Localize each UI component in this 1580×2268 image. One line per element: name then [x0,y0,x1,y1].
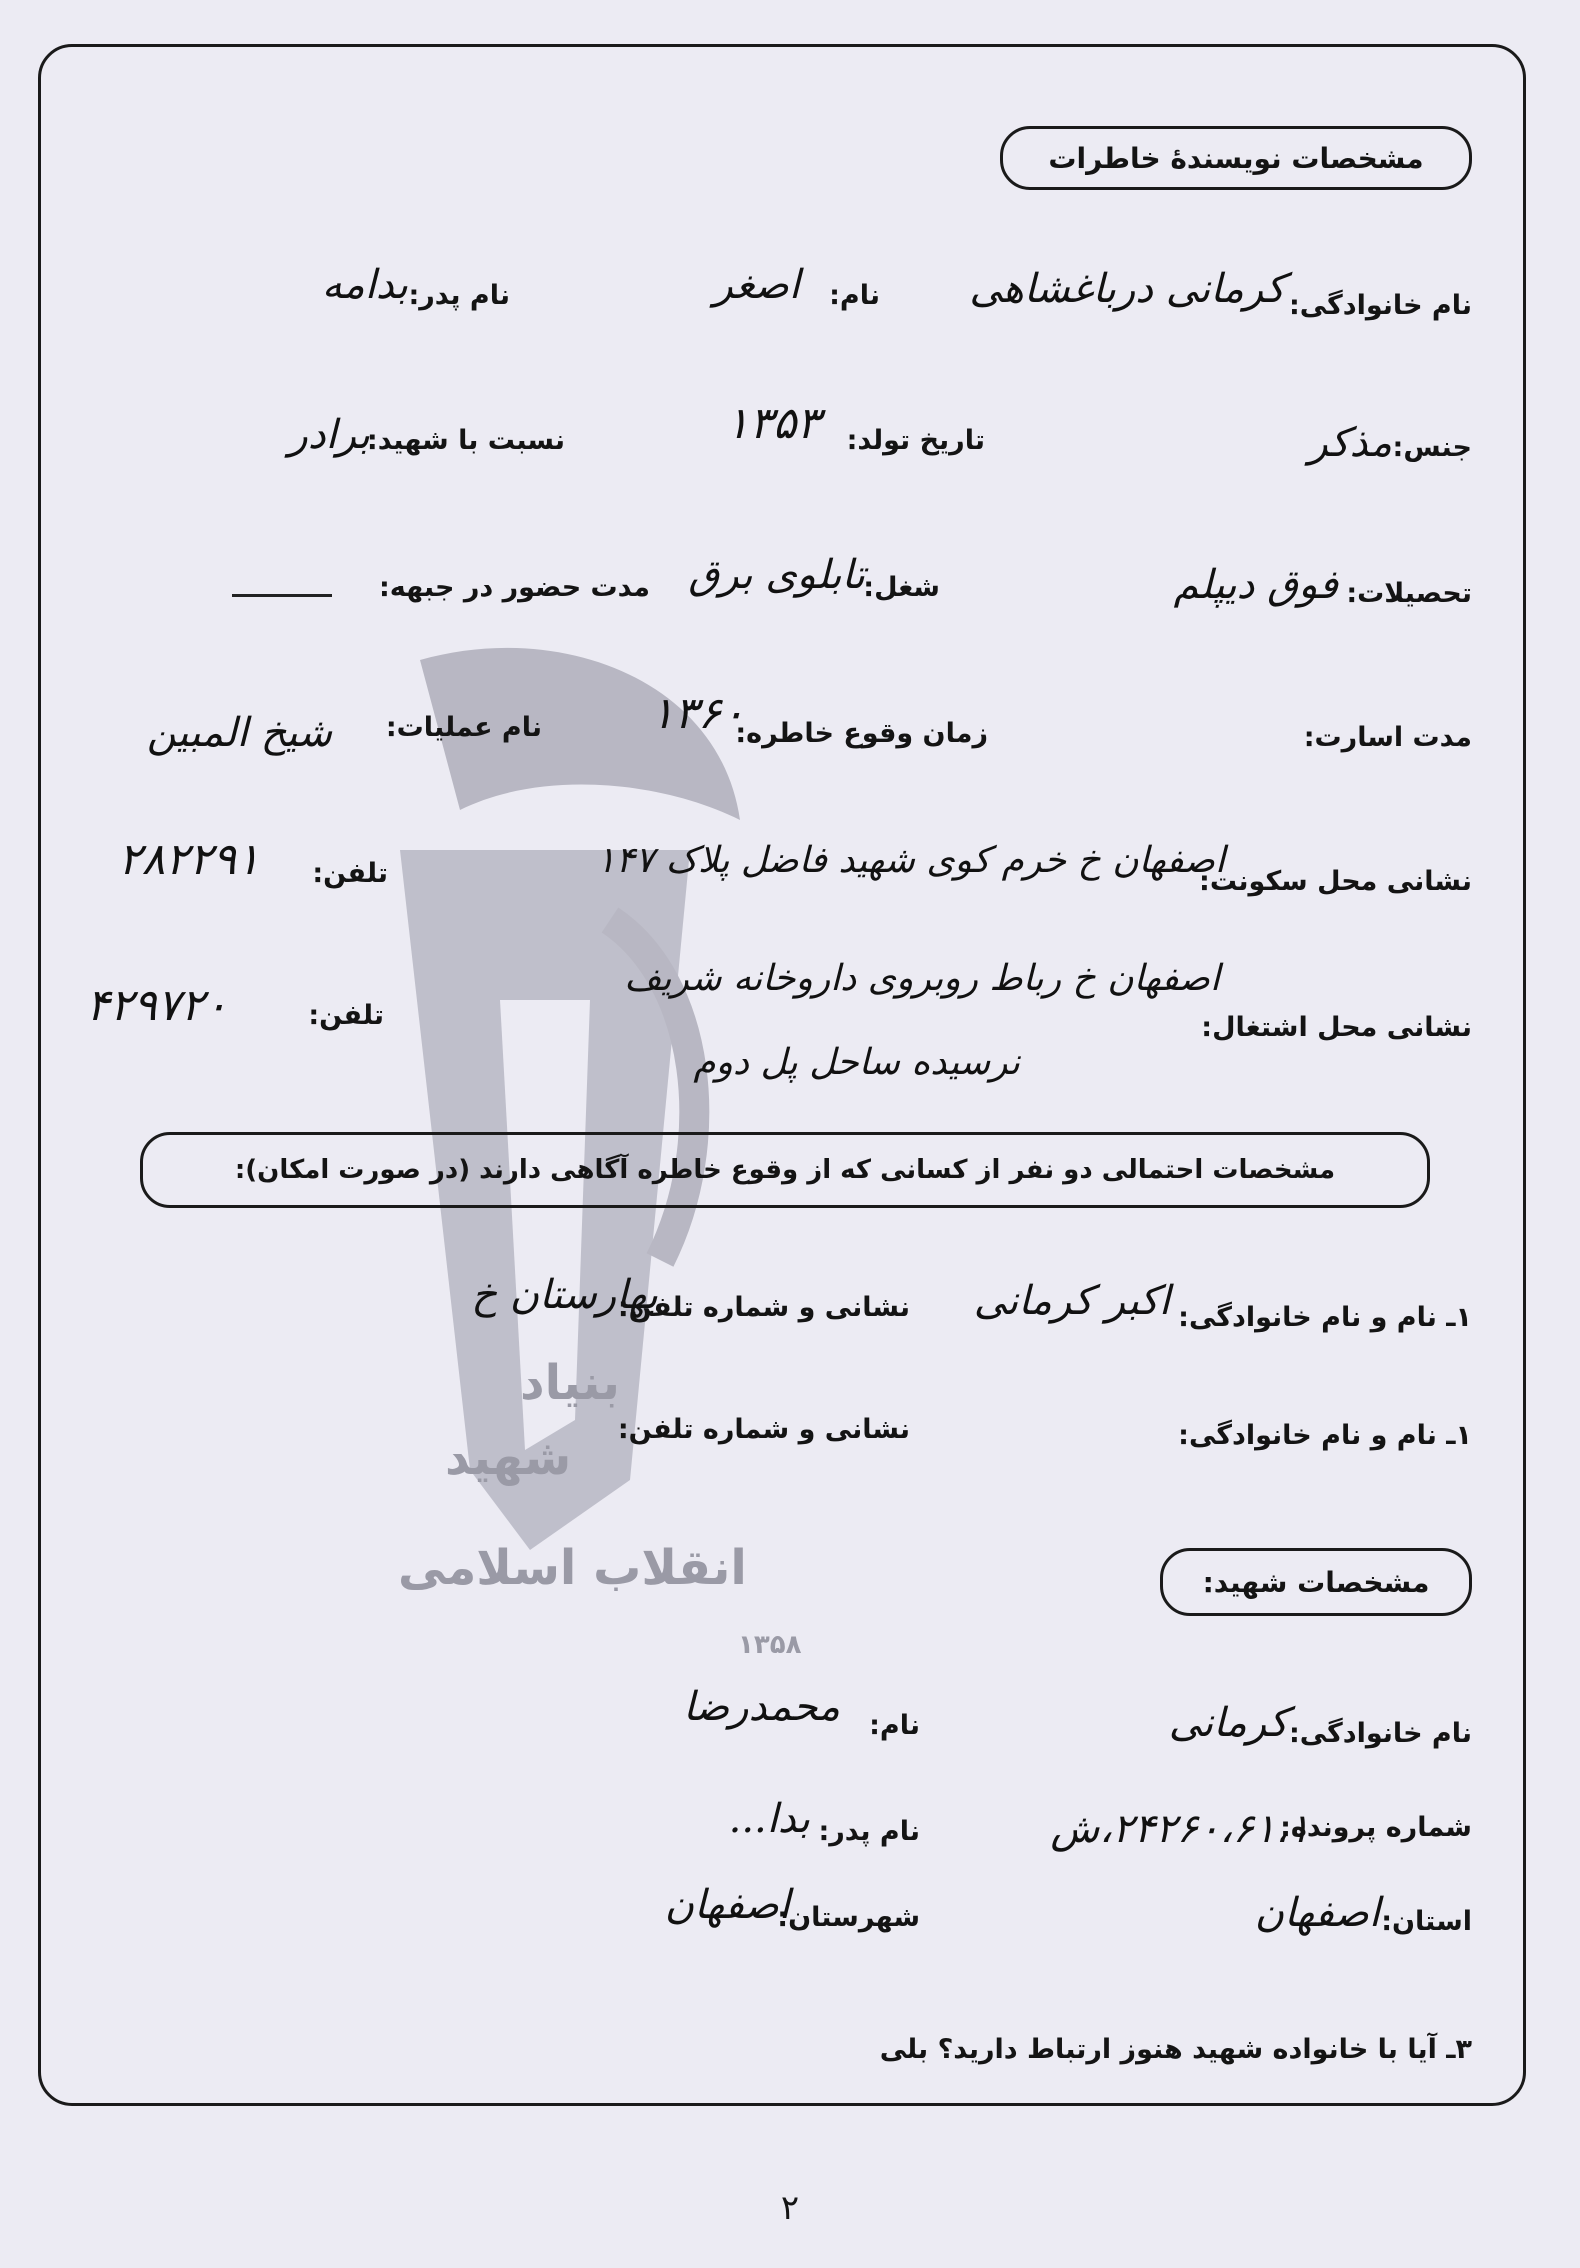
education-label: تحصیلات: [1346,578,1472,609]
witness-1-name-label: ۱ـ نام و نام خانوادگی: [1178,1302,1472,1333]
job-label: شغل: [863,572,940,603]
author-father-name-label: نام پدر: [408,280,510,311]
province-label: استان: [1381,1906,1472,1937]
witness-2-name-label: ۱ـ نام و نام خانوادگی: [1178,1420,1472,1451]
front-duration-label: مدت حضور در جبهه: [378,572,650,603]
file-number-value: ۲۴۲۶۰،۶۱،۱،ش [1050,1806,1310,1852]
witness-1-address-value: بهارستان خ [471,1272,658,1318]
operation-value: شیخ المبین [146,710,332,756]
watermark-line-3: انقلاب اسلامی [398,1540,747,1596]
author-name-label: نام: [829,280,880,311]
witness-2-address-label: نشانی و شماره تلفن: [617,1414,910,1445]
contact-question: ۳ـ آیا با خانواده شهید هنوز ارتباط دارید؟ بلی [879,2034,1472,2065]
home-address-value: اصفهان خ خرم کوی شهید فاضل پلاک ۱۴۷ [596,840,1225,881]
watermark-line-1: بنیاد [520,1355,620,1411]
birth-date-value: ۱۳۵۳ [725,398,820,449]
operation-label: نام عملیات: [385,712,542,743]
gender-label: جنس: [1392,432,1472,463]
martyr-family-name-value: کرمانی [1168,1700,1288,1746]
birth-date-label: تاریخ تولد: [846,425,985,456]
witness-1-address-label: نشانی و شماره تلفن: [617,1292,910,1323]
author-name-value: اصغر [713,262,800,308]
martyr-section-title: مشخصات شهید: [1160,1548,1472,1616]
home-phone-value: ۲۸۲۲۹۱ [118,834,260,885]
author-family-name-label: نام خانوادگی: [1288,290,1472,321]
witness-1-name-value: اکبر کرمانی [973,1278,1170,1324]
city-value: اصفهان [664,1882,790,1928]
author-section-title: مشخصات نویسندهٔ خاطرات [1000,126,1472,190]
file-number-label: شماره پرونده: [1280,1812,1472,1843]
province-value: اصفهان [1254,1890,1380,1936]
martyr-name-label: نام: [869,1710,920,1741]
home-address-label: نشانی محل سکونت: [1199,866,1472,897]
martyr-name-value: محمدرضا [683,1684,840,1730]
job-value: تابلوی برق [688,552,865,598]
work-phone-value: ۴۲۹۷۲۰ [86,980,228,1031]
martyr-father-name-label: نام پدر: [818,1816,920,1847]
watermark-line-2: شهید [445,1430,572,1486]
work-address-value-line-2: نرسیده ساحل پل دوم [693,1042,1020,1083]
work-address-label: نشانی محل اشتغال: [1201,1012,1472,1043]
captivity-label: مدت اسارت: [1303,722,1472,753]
watermark-year: ۱۳۵۸ [738,1630,802,1660]
author-father-name-value: بدامه [321,262,408,308]
front-duration-blank [232,594,332,597]
memory-time-label: زمان وقوع خاطره: [735,718,988,749]
home-phone-label: تلفن: [312,858,388,889]
gender-value: مذکر [1308,420,1392,466]
witnesses-section-title: مشخصات احتمالی دو نفر از کسانی که از وقوع خاطره آگاهی دارند (در صورت امکان): [140,1132,1430,1208]
city-label: شهرستان: [777,1902,920,1933]
martyr-family-name-label: نام خانوادگی: [1288,1718,1472,1749]
page-number: ۲ [780,2188,800,2228]
work-phone-label: تلفن: [308,1000,384,1031]
memory-time-value: ۱۳۶۰ [650,688,745,739]
relation-value: برادر [288,412,370,458]
author-family-name-value: کرمانی درباغشاهی [969,266,1285,312]
education-value: فوق دیپلم [1173,562,1338,608]
work-address-value: اصفهان خ رباط روبروی داروخانه شریف [624,958,1220,999]
relation-label: نسبت با شهید: [366,425,565,456]
martyr-father-name-value: بدا... [728,1796,810,1842]
